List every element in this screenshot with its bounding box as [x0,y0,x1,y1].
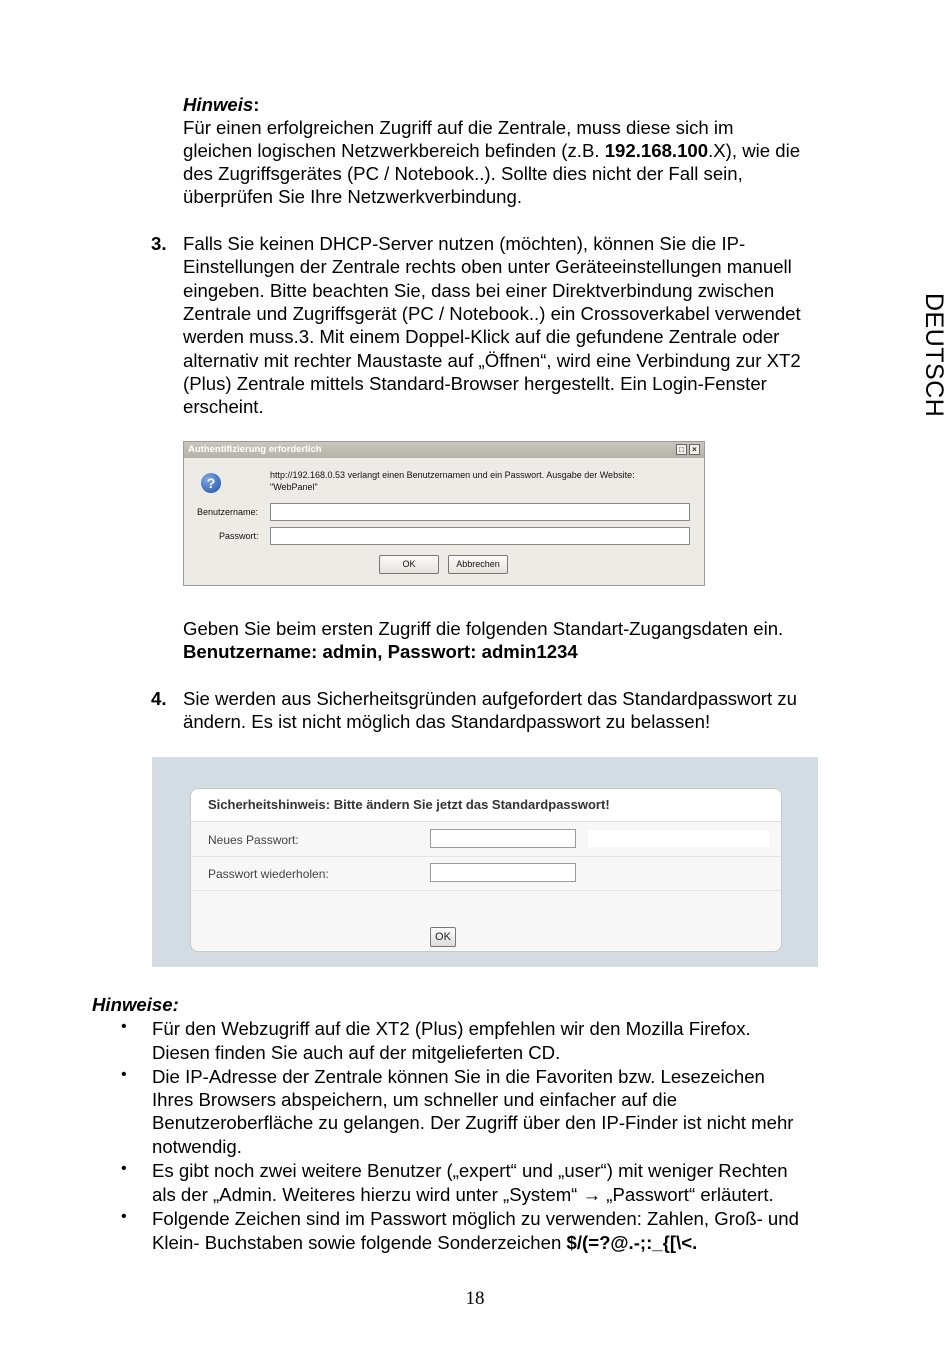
step-number: 3. [151,233,167,254]
step3-line: Einstellungen der Zentrale rechts oben unter Geräteeinstellungen manuell [183,256,792,277]
auth-dialog-title: Authentifizierung erforderlich [188,444,322,455]
ok-button[interactable]: OK [430,927,456,947]
password-input[interactable] [270,527,690,545]
auth-message [270,469,690,493]
note-line-suffix: .X), wie die [708,140,801,161]
note-heading [183,93,259,116]
question-icon: ? [201,473,221,493]
step3-line: eingeben. Bitte beachten Sie, dass bei einer Direktverbindung zwischen [183,280,775,301]
notes-line [152,1231,697,1254]
cancel-button[interactable]: Abbrechen [448,555,508,574]
notes-line: Benutzeroberfläche zu gelangen. Der Zugriff über den IP-Finder ist nicht mehr [152,1112,794,1133]
restore-icon[interactable]: □ [676,444,687,455]
new-password-row [191,822,781,857]
notes-line: Für den Webzugriff auf die XT2 (Plus) empfehlen wir den Mozilla Firefox. [152,1018,751,1039]
note-heading-colon: : [253,94,260,115]
step4-line: Sie werden aus Sicherheitsgründen aufgefordert das Standardpasswort zu [183,688,797,709]
username-input[interactable] [270,503,690,521]
default-credentials: Benutzername: admin, Passwort: admin1234 [183,641,578,662]
close-icon[interactable]: × [689,444,700,455]
repeat-password-input[interactable] [430,863,576,882]
auth-dialog [183,441,705,586]
language-side-label: DEUTSCH [920,293,948,418]
password-change-panel [152,757,818,967]
notes-line: Folgende Zeichen sind im Passwort möglich zu verwenden: Zahlen, Groß- und [152,1208,799,1229]
password-change-form [190,788,782,952]
new-password-input[interactable] [430,829,576,848]
credentials-intro: Geben Sie beim ersten Zugriff die folgenden Standart-Zugangsdaten ein. [183,618,784,639]
special-chars-prefix: Klein- Buchstaben sowie folgende Sonderzeichen [152,1232,567,1253]
notes-line: Die IP-Adresse der Zentrale können Sie in die Favoriten bzw. Lesezeichen [152,1066,765,1087]
auth-message-line: "WebPanel" [270,482,318,492]
ok-button[interactable]: OK [379,555,439,574]
auth-message-line: http://192.168.0.53 verlangt einen Benutzernamen und ein Passwort. Ausgabe der Website: [270,470,635,480]
note-line: überprüfen Sie Ihre Netzwerkverbindung. [183,186,523,207]
bullet-icon: • [121,1160,127,1177]
username-label: Benutzername: [197,507,259,517]
step4-line: ändern. Es ist nicht möglich das Standardpasswort zu belassen! [183,711,711,732]
auth-dialog-titlebar [184,442,704,458]
note-line [183,139,800,162]
bullet-icon: • [121,1208,127,1225]
password-strength-box [588,830,769,847]
repeat-password-label: Passwort wiederholen: [208,867,329,881]
step-number: 4. [151,688,167,709]
notes-line: Es gibt noch zwei weitere Benutzer („expert“ und „user“) mit weniger Rechten [152,1160,788,1181]
step3-line: Zentrale und Zugriffsgerät (PC / Notebook..) ein Crossoverkabel verwendet [183,303,801,324]
notes-line: Diesen finden Sie auch auf der mitgelieferten CD. [152,1042,561,1063]
notes-line: Ihres Browsers abspeichern, um schneller und einfacher auf die [152,1089,678,1110]
notes-heading: Hinweise: [92,994,179,1015]
step3-line: Falls Sie keinen DHCP-Server nutzen (möchten), können Sie die IP- [183,233,746,254]
notes-line: als der „Admin. Weiteres hierzu wird unter „System“ → „Passwort“ erläutert. [152,1184,774,1205]
bullet-icon: • [121,1066,127,1083]
notes-line: notwendig. [152,1136,242,1157]
special-chars: $/(=?@.-;:_{[\<. [566,1232,698,1253]
security-notice-heading: Sicherheitshinweis: Bitte ändern Sie jetzt das Standardpasswort! [191,789,781,822]
step3-line: erscheint. [183,396,264,417]
step3-line: werden muss.3. Mit einem Doppel-Klick auf die gefundene Zentrale oder [183,326,780,347]
bullet-icon: • [121,1018,127,1035]
note-line: Für einen erfolgreichen Zugriff auf die Zentrale, muss diese sich im [183,117,734,138]
new-password-label: Neues Passwort: [208,833,299,847]
note-heading-text: Hinweis [183,94,254,115]
page-number: 18 [465,1288,485,1309]
example-ip: 192.168.100 [604,140,709,161]
note-line-prefix: gleichen logischen Netzwerkbereich befinden (z.B. [183,140,605,161]
note-line: des Zugriffsgerätes (PC / Notebook..). Sollte dies nicht der Fall sein, [183,163,743,184]
step3-line: alternativ mit rechter Maustaste auf „Öffnen“, wird eine Verbindung zur XT2 [183,350,801,371]
password-label: Passwort: [219,531,259,541]
step3-line: (Plus) Zentrale mittels Standard-Browser hergestellt. Ein Login-Fenster [183,373,767,394]
repeat-password-row [191,856,781,891]
